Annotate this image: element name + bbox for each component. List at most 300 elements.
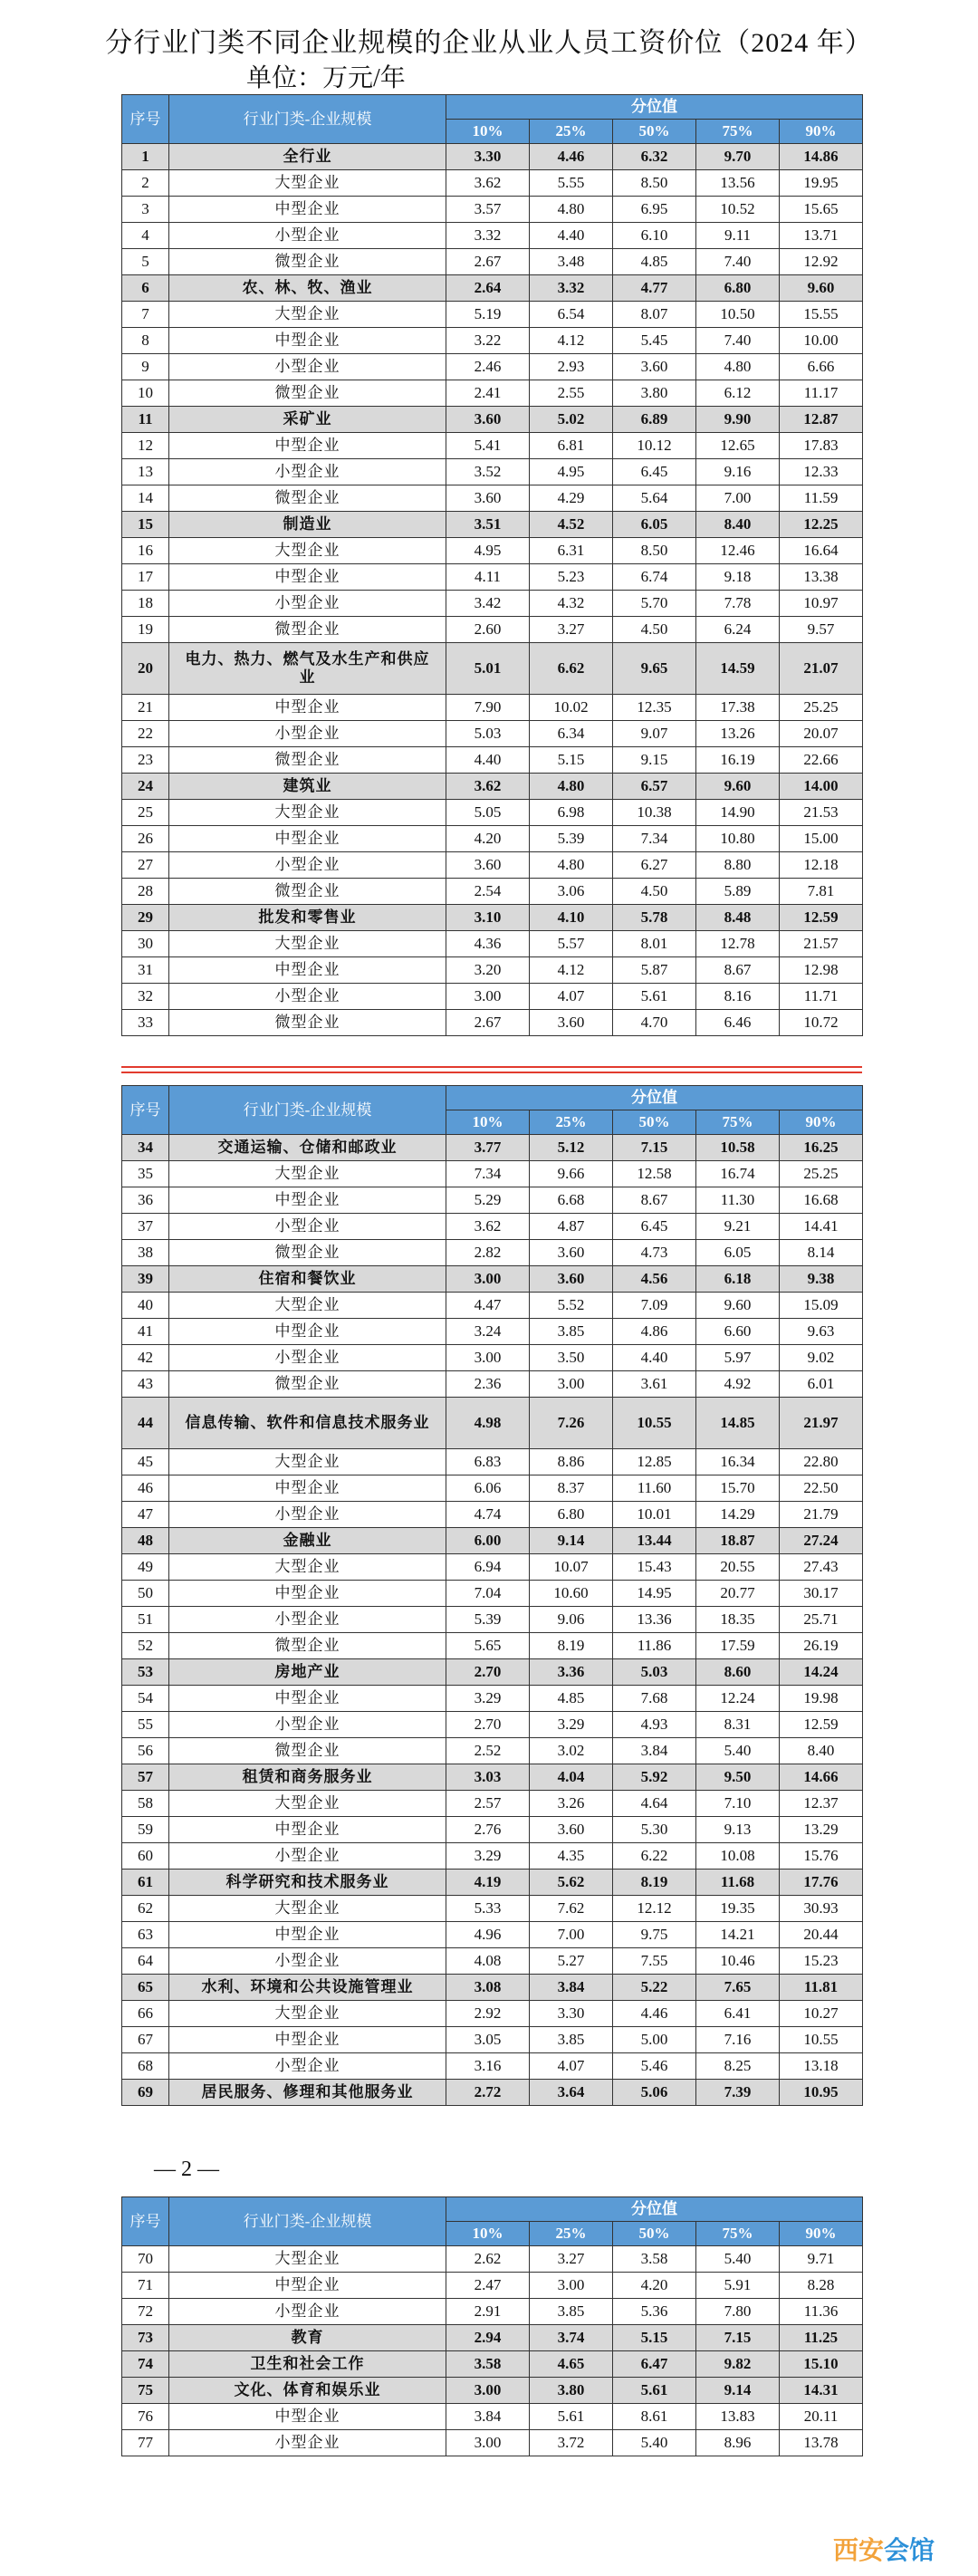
row-industry: 中型企业	[274, 437, 340, 454]
value-p90: 6.01	[780, 1371, 863, 1398]
value-p50: 7.55	[613, 1948, 696, 1975]
value-p75: 13.83	[696, 2404, 780, 2430]
value-p25: 9.06	[530, 1607, 613, 1633]
row-industry-cell	[169, 564, 446, 591]
row-industry-cell	[169, 1607, 446, 1633]
value-p10: 3.29	[446, 1686, 530, 1712]
value-p25: 3.60	[530, 1817, 613, 1843]
value-p10: 4.96	[446, 1922, 530, 1948]
row-number: 19	[122, 617, 169, 643]
value-p75: 6.46	[696, 1010, 780, 1036]
row-number: 57	[122, 1764, 169, 1791]
row-industry: 房地产业	[274, 1663, 340, 1680]
value-p90: 15.10	[780, 2351, 863, 2378]
value-p10: 3.42	[446, 591, 530, 617]
table-row	[122, 1975, 863, 2001]
value-p25: 3.60	[530, 1010, 613, 1036]
row-industry: 中型企业	[274, 568, 340, 585]
table-row	[122, 1712, 863, 1738]
value-p10: 5.05	[446, 800, 530, 826]
value-p50: 10.12	[613, 433, 696, 459]
value-p50: 14.95	[613, 1581, 696, 1607]
table-row	[122, 249, 863, 275]
value-p10: 2.70	[446, 1659, 530, 1686]
value-p90: 25.71	[780, 1607, 863, 1633]
value-p10: 3.32	[446, 223, 530, 249]
row-number: 32	[122, 984, 169, 1010]
value-p10: 7.90	[446, 695, 530, 721]
row-number: 21	[122, 695, 169, 721]
value-p50: 6.47	[613, 2351, 696, 2378]
row-industry-cell	[169, 2430, 446, 2456]
value-p75: 12.24	[696, 1686, 780, 1712]
value-p25: 5.52	[530, 1293, 613, 1319]
row-number: 17	[122, 564, 169, 591]
value-p75: 9.82	[696, 2351, 780, 2378]
row-industry-cell	[169, 617, 446, 643]
value-p25: 6.62	[530, 643, 613, 695]
value-p50: 3.61	[613, 1371, 696, 1398]
row-industry: 文化、体育和娱乐业	[234, 2381, 381, 2398]
row-industry: 微型企业	[274, 1375, 340, 1392]
value-p25: 6.54	[530, 302, 613, 328]
value-p25: 8.86	[530, 1449, 613, 1475]
table-row	[122, 774, 863, 800]
value-p75: 8.80	[696, 852, 780, 879]
header-p50: 50%	[613, 120, 696, 144]
row-number: 36	[122, 1187, 169, 1214]
row-industry-cell	[169, 485, 446, 512]
value-p10: 6.00	[446, 1528, 530, 1554]
row-number: 46	[122, 1475, 169, 1502]
header-p50: 50%	[613, 1110, 696, 1135]
row-number: 76	[122, 2404, 169, 2430]
table-row	[122, 1214, 863, 1240]
row-industry: 农、林、牧、渔业	[242, 279, 373, 296]
row-industry-cell	[169, 1010, 446, 1036]
value-p10: 2.67	[446, 249, 530, 275]
value-p25: 4.29	[530, 485, 613, 512]
value-p10: 2.47	[446, 2273, 530, 2299]
value-p25: 4.10	[530, 905, 613, 931]
value-p90: 10.95	[780, 2080, 863, 2106]
row-industry: 卫生和社会工作	[250, 2355, 365, 2372]
table-row	[122, 747, 863, 774]
table-row	[122, 564, 863, 591]
header-row	[122, 1086, 863, 1110]
value-p10: 3.57	[446, 197, 530, 223]
page-title: 分行业门类不同企业规模的企业从业人员工资价位（2024 年）	[105, 28, 873, 58]
table-row	[122, 1319, 863, 1345]
value-p90: 8.28	[780, 2273, 863, 2299]
value-p75: 12.78	[696, 931, 780, 957]
value-p75: 8.31	[696, 1712, 780, 1738]
value-p10: 2.70	[446, 1712, 530, 1738]
row-industry: 中型企业	[274, 1821, 340, 1838]
value-p10: 4.08	[446, 1948, 530, 1975]
row-industry-cell	[169, 643, 446, 695]
value-p75: 16.74	[696, 1161, 780, 1187]
row-industry-cell	[169, 1293, 446, 1319]
value-p50: 5.15	[613, 2325, 696, 2351]
row-industry: 微型企业	[274, 253, 340, 270]
value-p25: 6.81	[530, 433, 613, 459]
value-p10: 6.83	[446, 1449, 530, 1475]
value-p10: 3.16	[446, 2053, 530, 2080]
value-p10: 3.62	[446, 1214, 530, 1240]
value-p90: 9.71	[780, 2246, 863, 2273]
row-number: 28	[122, 879, 169, 905]
value-p10: 3.29	[446, 1843, 530, 1870]
row-industry-cell	[169, 1345, 446, 1371]
value-p50: 5.78	[613, 905, 696, 931]
header-p25: 25%	[530, 2222, 613, 2246]
row-industry: 租赁和商务服务业	[242, 1768, 373, 1785]
value-p25: 10.02	[530, 695, 613, 721]
value-p50: 4.56	[613, 1266, 696, 1293]
row-number: 62	[122, 1896, 169, 1922]
table-row	[122, 591, 863, 617]
value-p75: 6.05	[696, 1240, 780, 1266]
value-p25: 3.26	[530, 1791, 613, 1817]
row-industry-cell	[169, 1659, 446, 1686]
row-number: 56	[122, 1738, 169, 1764]
row-number: 4	[122, 223, 169, 249]
value-p25: 4.80	[530, 197, 613, 223]
value-p25: 3.27	[530, 617, 613, 643]
value-p10: 2.67	[446, 1010, 530, 1036]
value-p90: 12.98	[780, 957, 863, 984]
value-p50: 5.64	[613, 485, 696, 512]
value-p10: 5.03	[446, 721, 530, 747]
row-number: 9	[122, 354, 169, 380]
table-row	[122, 1607, 863, 1633]
row-industry-cell	[169, 2053, 446, 2080]
salary-table-part-2	[121, 1085, 863, 2106]
row-number: 64	[122, 1948, 169, 1975]
row-industry-cell	[169, 1371, 446, 1398]
table-row	[122, 1240, 863, 1266]
value-p90: 20.07	[780, 721, 863, 747]
section-divider	[121, 1066, 862, 1068]
row-number: 73	[122, 2325, 169, 2351]
row-industry: 中型企业	[274, 698, 340, 716]
value-p10: 3.00	[446, 1345, 530, 1371]
value-p90: 10.55	[780, 2027, 863, 2053]
row-industry-cell	[169, 695, 446, 721]
value-p25: 3.00	[530, 2273, 613, 2299]
value-p50: 5.61	[613, 2378, 696, 2404]
value-p25: 3.30	[530, 2001, 613, 2027]
row-number: 75	[122, 2378, 169, 2404]
header-p90: 90%	[780, 120, 863, 144]
value-p75: 20.55	[696, 1554, 780, 1581]
value-p50: 5.22	[613, 1975, 696, 2001]
value-p25: 8.19	[530, 1633, 613, 1659]
value-p75: 15.70	[696, 1475, 780, 1502]
value-p25: 3.06	[530, 879, 613, 905]
table-row	[122, 1398, 863, 1449]
row-industry-cell	[169, 1843, 446, 1870]
value-p25: 3.50	[530, 1345, 613, 1371]
value-p50: 5.92	[613, 1764, 696, 1791]
value-p75: 11.30	[696, 1187, 780, 1214]
value-p90: 21.97	[780, 1398, 863, 1449]
table-row	[122, 485, 863, 512]
row-number: 1	[122, 144, 169, 170]
table-row	[122, 197, 863, 223]
value-p50: 5.36	[613, 2299, 696, 2325]
row-industry: 住宿和餐饮业	[258, 1270, 357, 1287]
value-p10: 4.74	[446, 1502, 530, 1528]
row-industry-cell	[169, 1319, 446, 1345]
row-number: 66	[122, 2001, 169, 2027]
value-p10: 3.60	[446, 852, 530, 879]
row-industry-cell	[169, 302, 446, 328]
table-row	[122, 144, 863, 170]
value-p75: 9.50	[696, 1764, 780, 1791]
value-p75: 5.40	[696, 1738, 780, 1764]
value-p25: 4.32	[530, 591, 613, 617]
value-p25: 3.80	[530, 2378, 613, 2404]
row-number: 2	[122, 170, 169, 197]
row-number: 22	[122, 721, 169, 747]
table-row	[122, 643, 863, 695]
row-industry: 大型企业	[274, 1899, 340, 1917]
row-industry: 中型企业	[274, 2408, 340, 2425]
value-p75: 7.10	[696, 1791, 780, 1817]
value-p75: 14.59	[696, 643, 780, 695]
value-p75: 7.78	[696, 591, 780, 617]
row-industry: 中型企业	[274, 2031, 340, 2048]
row-industry-cell	[169, 1791, 446, 1817]
value-p25: 3.84	[530, 1975, 613, 2001]
value-p10: 3.62	[446, 774, 530, 800]
value-p50: 4.40	[613, 1345, 696, 1371]
header-no: 序号	[122, 1086, 169, 1135]
row-industry: 中型企业	[274, 1191, 340, 1208]
row-number: 24	[122, 774, 169, 800]
value-p75: 7.15	[696, 2325, 780, 2351]
value-p75: 9.60	[696, 1293, 780, 1319]
value-p90: 9.60	[780, 275, 863, 302]
value-p90: 13.38	[780, 564, 863, 591]
value-p90: 13.71	[780, 223, 863, 249]
row-industry: 微型企业	[274, 882, 340, 899]
value-p50: 7.15	[613, 1135, 696, 1161]
header-p25: 25%	[530, 1110, 613, 1135]
header-row	[122, 95, 863, 120]
row-industry: 大型企业	[274, 542, 340, 559]
row-number: 27	[122, 852, 169, 879]
row-industry-cell	[169, 223, 446, 249]
table-row	[122, 1659, 863, 1686]
value-p50: 5.30	[613, 1817, 696, 1843]
value-p25: 2.93	[530, 354, 613, 380]
value-p90: 15.55	[780, 302, 863, 328]
header-p25: 25%	[530, 120, 613, 144]
value-p25: 6.34	[530, 721, 613, 747]
row-industry: 中型企业	[274, 830, 340, 847]
table-row	[122, 984, 863, 1010]
value-p10: 3.10	[446, 905, 530, 931]
value-p25: 3.74	[530, 2325, 613, 2351]
value-p90: 21.07	[780, 643, 863, 695]
row-industry: 小型企业	[274, 226, 340, 244]
value-p90: 9.38	[780, 1266, 863, 1293]
value-p25: 5.39	[530, 826, 613, 852]
value-p25: 4.95	[530, 459, 613, 485]
header-p10: 10%	[446, 120, 530, 144]
section-divider	[121, 1072, 862, 1073]
value-p50: 6.05	[613, 512, 696, 538]
value-p10: 2.91	[446, 2299, 530, 2325]
value-p90: 9.57	[780, 617, 863, 643]
value-p25: 3.85	[530, 2299, 613, 2325]
value-p50: 6.74	[613, 564, 696, 591]
row-industry: 大型企业	[274, 803, 340, 821]
table-row	[122, 1161, 863, 1187]
value-p10: 3.00	[446, 1266, 530, 1293]
table-row	[122, 1791, 863, 1817]
row-number: 40	[122, 1293, 169, 1319]
row-number: 6	[122, 275, 169, 302]
unit-label: 单位：万元/年	[246, 64, 406, 92]
value-p50: 6.22	[613, 1843, 696, 1870]
row-industry: 大型企业	[274, 935, 340, 952]
value-p90: 11.81	[780, 1975, 863, 2001]
table-row	[122, 2080, 863, 2106]
value-p25: 4.12	[530, 328, 613, 354]
value-p10: 5.41	[446, 433, 530, 459]
value-p10: 4.20	[446, 826, 530, 852]
value-p90: 27.43	[780, 1554, 863, 1581]
value-p75: 5.97	[696, 1345, 780, 1371]
value-p75: 20.77	[696, 1581, 780, 1607]
value-p90: 25.25	[780, 695, 863, 721]
row-industry: 交通运输、仓储和邮政业	[217, 1139, 398, 1156]
row-industry-cell	[169, 747, 446, 774]
value-p75: 4.92	[696, 1371, 780, 1398]
value-p75: 6.41	[696, 2001, 780, 2027]
row-industry-cell	[169, 1161, 446, 1187]
row-industry-cell	[169, 512, 446, 538]
table-row	[122, 407, 863, 433]
value-p90: 12.25	[780, 512, 863, 538]
header-p90: 90%	[780, 2222, 863, 2246]
value-p75: 10.50	[696, 302, 780, 328]
row-industry-cell	[169, 2027, 446, 2053]
value-p10: 5.01	[446, 643, 530, 695]
row-number: 35	[122, 1161, 169, 1187]
value-p10: 4.11	[446, 564, 530, 591]
value-p25: 5.12	[530, 1135, 613, 1161]
row-industry: 小型企业	[274, 1505, 340, 1523]
header-industry: 行业门类-企业规模	[169, 2197, 446, 2246]
row-industry: 大型企业	[274, 1558, 340, 1575]
value-p25: 2.55	[530, 380, 613, 407]
row-industry: 批发和零售业	[258, 908, 357, 926]
table-row	[122, 957, 863, 984]
value-p50: 12.85	[613, 1449, 696, 1475]
value-p90: 13.18	[780, 2053, 863, 2080]
row-number: 38	[122, 1240, 169, 1266]
header-industry: 行业门类-企业规模	[169, 1086, 446, 1135]
row-industry-cell	[169, 2351, 446, 2378]
table-row	[122, 721, 863, 747]
row-industry-cell	[169, 1738, 446, 1764]
row-industry: 小型企业	[274, 856, 340, 873]
row-industry: 小型企业	[274, 594, 340, 611]
value-p75: 6.80	[696, 275, 780, 302]
value-p10: 3.60	[446, 485, 530, 512]
value-p90: 16.68	[780, 1187, 863, 1214]
row-number: 61	[122, 1870, 169, 1896]
value-p90: 21.57	[780, 931, 863, 957]
value-p50: 13.44	[613, 1528, 696, 1554]
row-industry: 大型企业	[274, 1296, 340, 1313]
row-industry: 小型企业	[274, 358, 340, 375]
table-row	[122, 433, 863, 459]
value-p90: 12.92	[780, 249, 863, 275]
row-number: 25	[122, 800, 169, 826]
value-p10: 3.51	[446, 512, 530, 538]
row-number: 48	[122, 1528, 169, 1554]
row-number: 39	[122, 1266, 169, 1293]
value-p75: 7.00	[696, 485, 780, 512]
value-p50: 6.57	[613, 774, 696, 800]
value-p90: 14.31	[780, 2378, 863, 2404]
table-row	[122, 1686, 863, 1712]
value-p50: 3.58	[613, 2246, 696, 2273]
value-p25: 5.02	[530, 407, 613, 433]
value-p50: 8.50	[613, 538, 696, 564]
value-p50: 5.61	[613, 984, 696, 1010]
value-p90: 10.97	[780, 591, 863, 617]
value-p10: 3.20	[446, 957, 530, 984]
table-row	[122, 1475, 863, 1502]
value-p25: 4.07	[530, 984, 613, 1010]
salary-table-part-3	[121, 2196, 863, 2456]
value-p10: 4.47	[446, 1293, 530, 1319]
table-row	[122, 1870, 863, 1896]
value-p25: 4.65	[530, 2351, 613, 2378]
table-header	[122, 1086, 863, 1135]
value-p10: 4.40	[446, 747, 530, 774]
row-number: 15	[122, 512, 169, 538]
row-industry-cell	[169, 1214, 446, 1240]
header-row	[122, 2197, 863, 2222]
value-p50: 6.27	[613, 852, 696, 879]
row-number: 71	[122, 2273, 169, 2299]
row-industry: 微型企业	[274, 384, 340, 401]
row-industry: 小型企业	[274, 2302, 340, 2320]
row-industry-cell	[169, 1449, 446, 1475]
value-p90: 11.25	[780, 2325, 863, 2351]
value-p75: 19.35	[696, 1896, 780, 1922]
row-industry-cell	[169, 2325, 446, 2351]
value-p50: 11.86	[613, 1633, 696, 1659]
value-p50: 5.46	[613, 2053, 696, 2080]
value-p25: 5.27	[530, 1948, 613, 1975]
value-p50: 7.34	[613, 826, 696, 852]
value-p10: 3.58	[446, 2351, 530, 2378]
value-p75: 11.68	[696, 1870, 780, 1896]
value-p75: 12.65	[696, 433, 780, 459]
watermark-logo: 西安会馆	[832, 2535, 935, 2565]
value-p90: 14.00	[780, 774, 863, 800]
value-p25: 10.60	[530, 1581, 613, 1607]
